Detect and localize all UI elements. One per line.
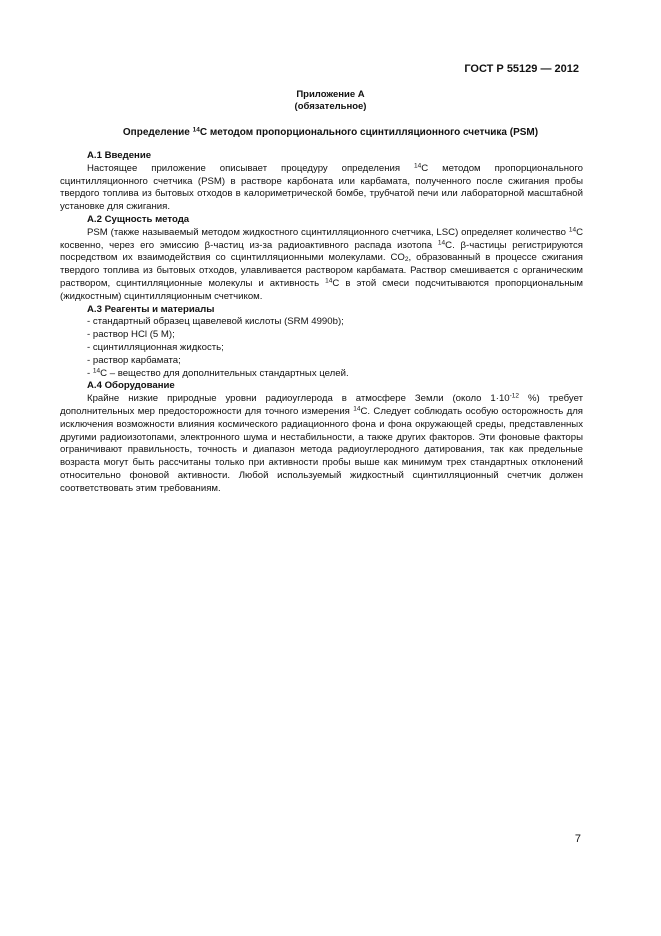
appendix-label (0, 89, 661, 113)
section-heading-a1: А.1 Введение (87, 150, 152, 161)
list-item: - сцинтилляционная жидкость; (87, 341, 224, 353)
appendix-title: Приложение А (296, 89, 365, 100)
section-a4-paragraph: Крайне низкие природные уровни радиоуглерода в атмосфере Земли (около $1\cdot 10^{-12}$ %) требует дополнительных мер предосторожности для точного измерения $^{14}$С. Следует соблюдать особую осторожность для исключения возможности влияния космического радиационного фона и фона окружающей среды, представленных другими радиоизотопами, электронного шума и нестабильности, а также других факторов. Эти фоновые факторы ограничивают правильность, точность и диапазон метода радиоуглеродного датирования, так как предельные возраста могут быть рассчитаны только при активности пробы выше как минимум трех стандартных отклонений относительно фоновой активности. Любой используемый жидкостный сцинтилляционный счетчик должен соответствовать этим требованиям. (60, 392, 583, 494)
standard-code-header: ГОСТ Р 55129 — 2012 (464, 63, 579, 75)
document-title: Определение $^{14}$С методом пропорционального сцинтилляционного счетчика (PSM) (122, 126, 539, 138)
section-heading-a3: А.3 Реагенты и материалы (87, 303, 215, 315)
appendix-status: (обязательное) (294, 101, 367, 112)
section-a1-paragraph: Настоящее приложение описывает процедуру определения $^{14}$С методом пропорционального сцинтилляционного счетчика (PSM) в растворе карбоната или карбамата, полученного после сжигания пробы твердого топлива из бытовых отходов в калориметрической бомбе, трубчатой печи или лабораторной масштабной установке для сжигания. (60, 162, 583, 213)
section-heading-a4: А.4 Оборудование (87, 380, 175, 392)
section-heading-a2: А.2 Сущность метода (87, 213, 190, 225)
list-item: - раствор карбамата; (87, 354, 181, 366)
section-a2-paragraph: PSM (также называемый методом жидкостного сцинтилляционного счетчика, LSC) определяет количество $^{14}$С косвенно, через его эмиссию β-частиц из-за радиоактивного распада изотопа $^{14}$С. β-частицы регистрируются посредством их взаимодействия со сцинтилляционными молекулами. $CO_2$, образованный в процессе сжигания твердого топлива из бытовых отходов, улавливается раствором карбамата. Раствор смешивается с органическим раствором, сцинтилляционные молекулы и активность $^{14}$С в этой смеси подсчитываются пропорциональным (жидкостным) сцинтилляционным счетчиком. (60, 226, 583, 302)
document-body (60, 150, 583, 496)
list-item: - раствор HCl (5 M); (87, 329, 175, 341)
page-number: 7 (574, 833, 581, 845)
list-item: - стандартный образец щавелевой кислоты (SRM 4990b); (87, 316, 344, 328)
list-item: - $^{14}$С – вещество для дополнительных стандартных целей. (87, 367, 349, 379)
